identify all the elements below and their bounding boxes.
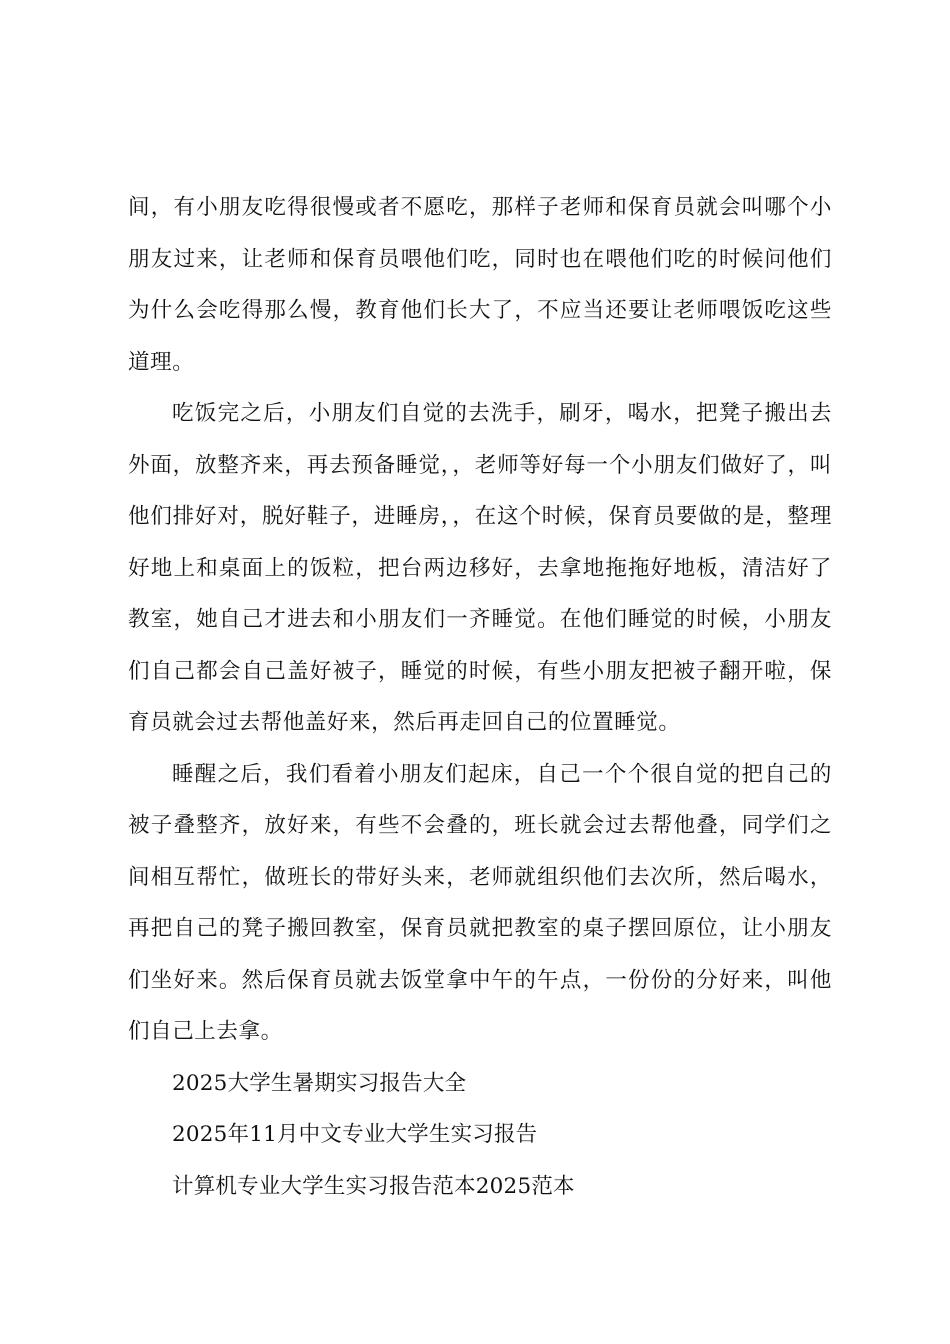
related-link-item[interactable]: 计算机专业大学生实习报告范本2025范本 [172,1173,575,1199]
document-body [128,182,832,1212]
related-links [128,1058,832,1213]
paragraph-after-meal: 吃饭完之后，小朋友们自觉的去洗手，刷牙，喝水，把凳子搬出去外面，放整齐来，再去预备睡觉，，老师等好每一个小朋友们做好了，叫他们排好对，脱好鞋子，进睡房，，在这个时候，保育员要做的是，整理好地上和桌面上的饭粒，把台两边移好，去拿地拖拖好地板，清洁好了教室，她自己才进去和小朋友们一齐睡觉。在他们睡觉的时候，小朋友们自己都会自己盖好被子，睡觉的时候，有些小朋友把被子翻开啦，保育员就会过去帮他盖好来，然后再走回自己的位置睡觉。 [128,401,832,735]
paragraph-continuation: 间，有小朋友吃得很慢或者不愿吃，那样子老师和保育员就会叫哪个小朋友过来，让老师和保育员喂他们吃，同时也在喂他们吃的时候问他们为什么会吃得那么慢，教育他们长大了，不应当还要让老师喂饭吃这些道理。 [128,195,832,375]
paragraph-after-nap: 睡醒之后，我们看着小朋友们起床，自己一个个很自觉的把自己的被子叠整齐，放好来，有些不会叠的，班长就会过去帮他叠，同学们之间相互帮忙，做班长的带好头来，老师就组织他们去次所，然后喝水，再把自己的凳子搬回教室，保育员就把教室的桌子摆回原位，让小朋友们坐好来。然后保育员就去饭堂拿中午的午点，一份份的分好来，叫他们自己上去拿。 [128,761,832,1044]
related-link-item[interactable]: 2025年11月中文专业大学生实习报告 [172,1122,538,1147]
related-link-item[interactable]: 2025大学生暑期实习报告大全 [172,1070,467,1096]
